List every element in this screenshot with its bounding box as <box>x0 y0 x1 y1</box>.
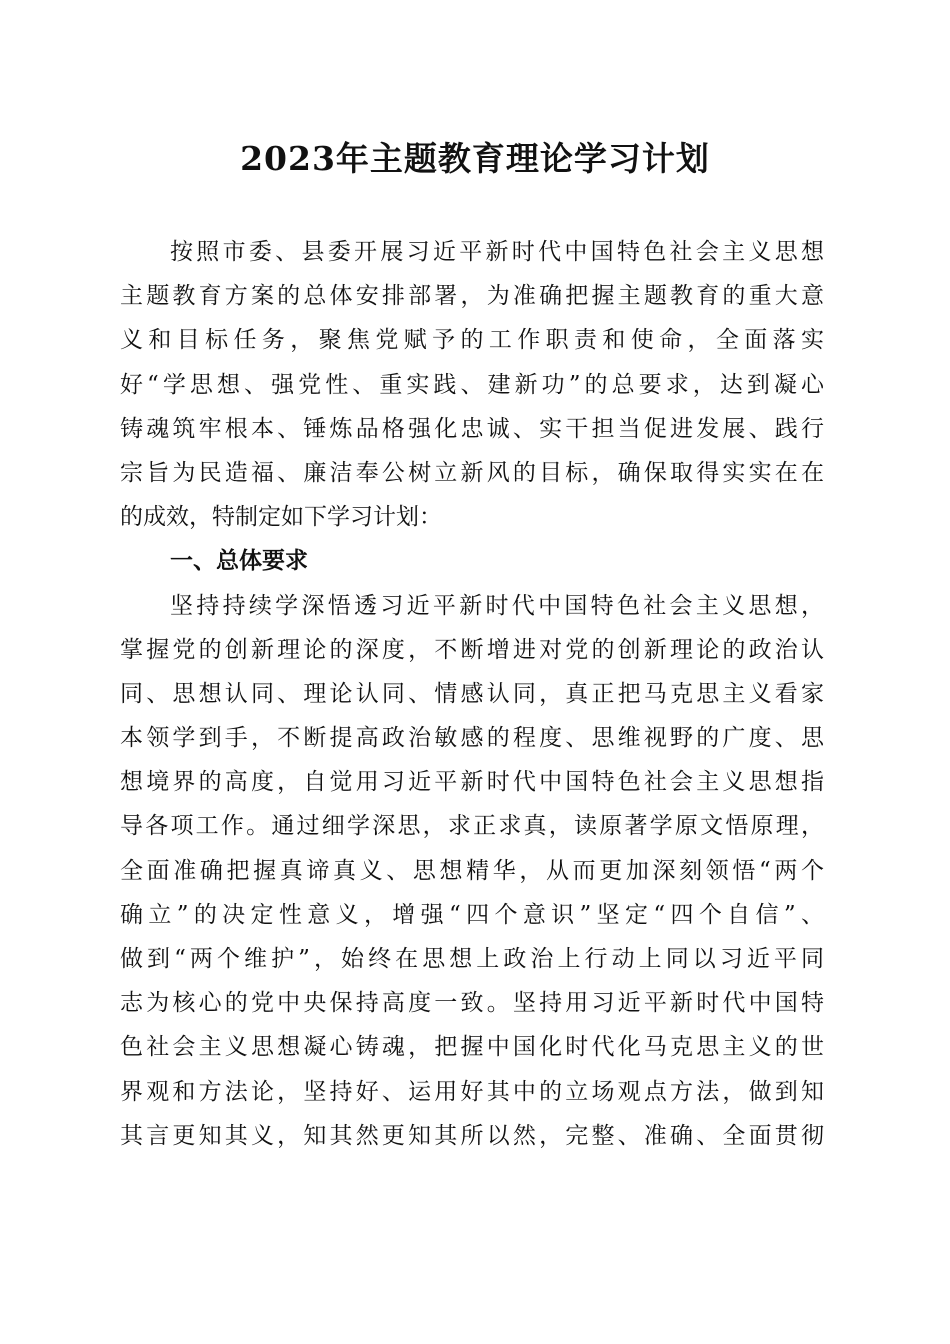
paragraph-line: 义和目标任务，聚焦党赋予的工作职责和使命，全面落实 <box>120 327 824 354</box>
paragraph-line: 好“学思想、强党性、重实践、建新功”的总要求，达到凝心 <box>120 371 824 398</box>
paragraph-line: 主题教育方案的总体安排部署，为准确把握主题教育的重大意 <box>120 283 824 310</box>
paragraph-line: 确立”的决定性意义，增强“四个意识”坚定“四个自信”、 <box>120 901 824 928</box>
section-heading: 一、总体要求 <box>170 548 308 575</box>
document-body <box>120 230 824 1158</box>
paragraph-line: 界观和方法论，坚持好、运用好其中的立场观点方法，做到知 <box>120 1078 824 1105</box>
paragraph-line: 本领学到手，不断提高政治敏感的程度、思维视野的广度、思 <box>120 725 824 752</box>
paragraph-line: 全面准确把握真谛真义、思想精华，从而更加深刻领悟“两个 <box>120 857 824 884</box>
paragraph-line: 做到“两个维护”，始终在思想上政治上行动上同以习近平同 <box>120 946 824 972</box>
paragraph-line: 按照市委、县委开展习近平新时代中国特色社会主义思想 <box>170 239 824 265</box>
paragraph-line: 掌握党的创新理论的深度，不断增进对党的创新理论的政治认 <box>120 636 824 663</box>
paragraph-line: 铸魂筑牢根本、锤炼品格强化忠诚、实干担当促进发展、践行 <box>120 415 824 442</box>
paragraph-line: 其言更知其义，知其然更知其所以然，完整、准确、全面贯彻 <box>120 1122 824 1149</box>
paragraph-line: 导各项工作。通过细学深思，求正求真，读原著学原文悟原理， <box>120 813 824 840</box>
paragraph-line: 想境界的高度，自觉用习近平新时代中国特色社会主义思想指 <box>120 769 824 796</box>
paragraph-line: 的成效，特制定如下学习计划： <box>120 504 442 531</box>
paragraph-line: 同、思想认同、理论认同、情感认同，真正把马克思主义看家 <box>120 680 824 707</box>
paragraph-line: 志为核心的党中央保持高度一致。坚持用习近平新时代中国特 <box>120 990 824 1017</box>
paragraph-line: 坚持持续学深悟透习近平新时代中国特色社会主义思想， <box>170 592 824 619</box>
paragraph-line: 宗旨为民造福、廉洁奉公树立新风的目标，确保取得实实在在 <box>120 459 824 486</box>
paragraph-line: 色社会主义思想凝心铸魂，把握中国化时代化马克思主义的世 <box>120 1034 824 1061</box>
document-title: 2023年主题教育理论学习计划 <box>240 139 710 178</box>
